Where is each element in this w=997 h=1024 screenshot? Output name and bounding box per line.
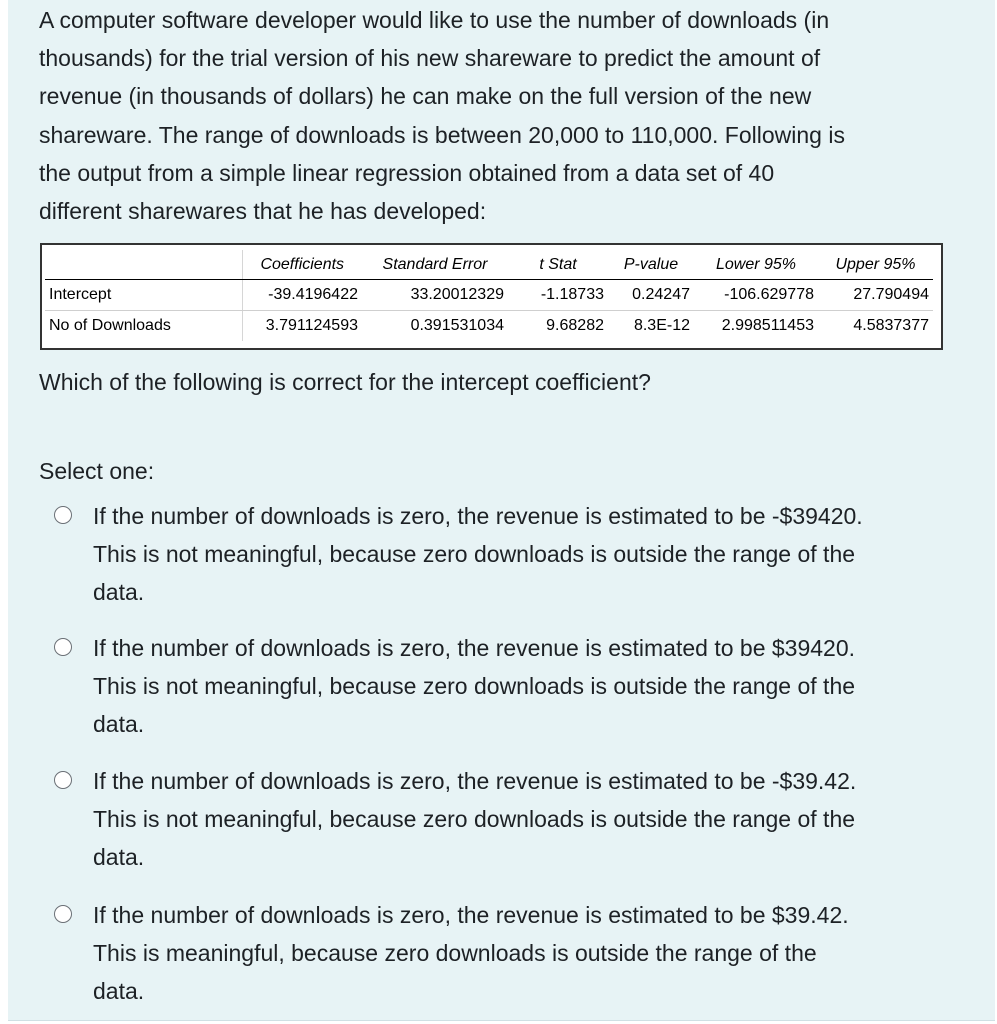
- table-cell: -106.629778: [694, 280, 818, 311]
- radio-button[interactable]: [54, 905, 72, 923]
- answer-line: This is not meaningful, because zero downloads is outside the range of the: [93, 673, 856, 699]
- table-header-cell: P-value: [608, 250, 694, 280]
- answer-line: data.: [93, 579, 145, 605]
- table-header-cell: Lower 95%: [694, 250, 818, 280]
- table-cell: -39.4196422: [242, 280, 362, 311]
- table-header-cell: Standard Error: [362, 250, 508, 280]
- answer-option-4[interactable]: [40, 896, 950, 1010]
- answer-line: If the number of downloads is zero, the revenue is estimated to be -$39420.: [93, 503, 863, 529]
- answer-option-2[interactable]: [40, 629, 950, 743]
- answer-option-text[interactable]: [93, 497, 948, 611]
- question-line: different sharewares that he has developed:: [39, 198, 487, 225]
- radio-button[interactable]: [54, 506, 72, 524]
- radio-button[interactable]: [54, 771, 72, 789]
- answer-option-text[interactable]: [93, 762, 948, 876]
- question-line: the output from a simple linear regression obtained from a data set of 40: [39, 159, 775, 186]
- answer-line: data.: [93, 711, 145, 737]
- question-line: shareware. The range of downloads is between 20,000 to 110,000. Following is: [39, 121, 845, 148]
- answer-line: data.: [93, 844, 145, 870]
- answer-line: This is meaningful, because zero downloads is outside the range of the: [93, 940, 817, 966]
- table-cell: -1.18733: [508, 280, 608, 311]
- table-row-label: Intercept: [45, 280, 242, 311]
- table-cell: 4.5837377: [853, 317, 929, 334]
- answer-option-text[interactable]: [93, 629, 948, 743]
- table-header-cell: t Stat: [508, 250, 608, 280]
- table-cell: 8.3E-12: [633, 317, 690, 334]
- table-header-row: [45, 250, 933, 280]
- table-cell: 33.20012329: [362, 280, 508, 311]
- radio-button[interactable]: [54, 638, 72, 656]
- regression-output-table: [40, 243, 943, 350]
- question-line: revenue (in thousands of dollars) he can make on the full version of the new: [39, 83, 812, 110]
- table-row: [45, 280, 933, 311]
- answer-line: If the number of downloads is zero, the revenue is estimated to be $39420.: [93, 635, 856, 661]
- answer-line: If the number of downloads is zero, the revenue is estimated to be -$39.42.: [93, 768, 857, 794]
- table-cell: 0.24247: [608, 280, 694, 311]
- table-cell: 3.791124593: [265, 317, 358, 334]
- question-text: [39, 1, 939, 230]
- question-prompt: Which of the following is correct for the intercept coefficient?: [39, 369, 651, 395]
- answer-line: data.: [93, 978, 145, 1004]
- table-cell: 27.790494: [818, 280, 933, 311]
- question-line: thousands) for the trial version of his new shareware to predict the amount of: [39, 45, 821, 72]
- answer-option-3[interactable]: [40, 762, 950, 876]
- question-line: A computer software developer would like to use the number of downloads (in: [39, 7, 830, 33]
- answer-line: This is not meaningful, because zero downloads is outside the range of the: [93, 806, 856, 832]
- regression-table-grid: [45, 250, 933, 341]
- answer-line: If the number of downloads is zero, the revenue is estimated to be $39.42.: [93, 902, 849, 928]
- table-cell: 9.68282: [546, 317, 604, 334]
- table-cell: 0.391531034: [410, 317, 504, 334]
- answer-line: This is not meaningful, because zero downloads is outside the range of the: [93, 541, 856, 567]
- table-row: [45, 311, 933, 342]
- answer-option-1[interactable]: [40, 497, 950, 611]
- select-one-label: Select one:: [39, 458, 155, 484]
- table-header-cell: Coefficients: [242, 250, 362, 280]
- table-row-label: No of Downloads: [45, 311, 242, 342]
- table-header-cell: Upper 95%: [818, 250, 933, 280]
- table-cell: 2.998511453: [721, 317, 814, 334]
- answer-option-text[interactable]: [93, 896, 948, 1010]
- table-header-cell: [45, 250, 242, 280]
